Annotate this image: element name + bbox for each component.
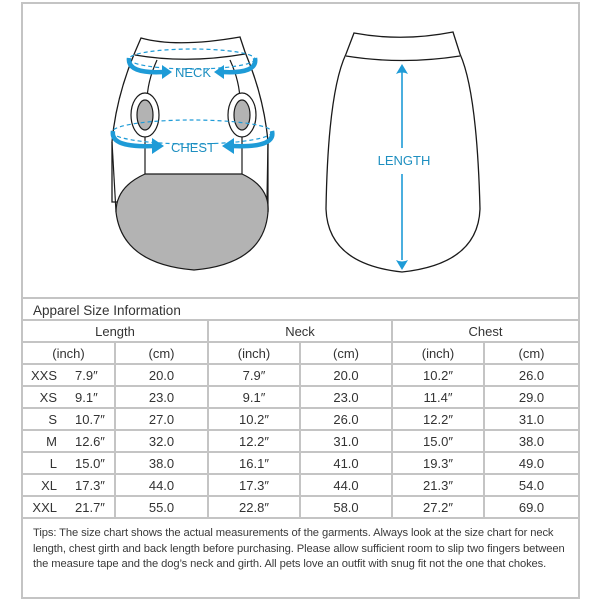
neck-inch-cell: 10.2″ [239,412,269,427]
size-label: XS [39,390,57,405]
chest-cm-cell: 69.0 [518,500,545,515]
tips-text: Tips: The size chart shows the actual measurements of the garments. Always look at the size chart for neck length, chest girth and back length before purchasing. Please allow sufficient room to slip two fingers between the measure tape and the dog’s neck and girth. All pets love an outfit with snug fit not the one that chokes. [33,527,565,570]
length-inch-cell: 15.0″ [75,456,105,471]
length-cm-cell: 55.0 [148,500,175,515]
length-cm-cell: 38.0 [148,456,175,471]
chest-cm-cell: 38.0 [518,434,545,449]
length-inch-cell: 7.9″ [75,368,98,383]
size-label: XXS [30,368,57,383]
garment-illustrations [23,4,578,297]
group-header-length: Length [95,324,135,339]
length-inch-cell: 12.6″ [75,434,105,449]
neck-inch-cell: 12.2″ [239,434,269,449]
neck-inch-cell: 17.3″ [239,478,269,493]
group-header-neck: Neck [285,324,315,339]
neck-cm-cell: 31.0 [333,434,359,449]
length-inch-cell: 17.3″ [75,478,105,493]
neck-inch-cell: 7.9″ [242,368,266,383]
unit-header: (cm) [518,346,545,361]
size-label: S [48,412,57,427]
chest-inch-cell: 19.3″ [423,456,453,471]
unit-header: (cm) [148,346,175,361]
chest-inch-cell: 15.0″ [423,434,453,449]
neck-cm-cell: 44.0 [333,478,359,493]
front-view-garment [112,37,272,270]
size-label: XXL [32,500,57,515]
size-label: M [46,434,57,449]
neck-cm-cell: 41.0 [333,456,359,471]
neck-cm-cell: 58.0 [333,500,359,515]
neck-label: NECK [174,65,212,80]
neck-cm-cell: 23.0 [333,390,359,405]
chest-cm-cell: 26.0 [518,368,545,383]
chest-inch-cell: 11.4″ [423,390,453,405]
length-cm-cell: 32.0 [148,434,175,449]
length-inch-cell: 9.1″ [75,390,98,405]
chest-cm-cell: 31.0 [518,412,545,427]
table-title: Apparel Size Information [33,303,181,318]
chest-inch-cell: 12.2″ [423,412,453,427]
back-view-garment [326,32,480,272]
length-cm-cell: 44.0 [148,478,175,493]
chest-cm-cell: 54.0 [518,478,545,493]
unit-header: (inch) [52,346,85,361]
neck-inch-cell: 9.1″ [242,390,266,405]
size-label: L [49,456,57,471]
length-inch-cell: 10.7″ [75,412,105,427]
neck-cm-cell: 20.0 [333,368,359,383]
size-label: XL [41,478,57,493]
size-chart-frame [21,2,580,599]
neck-cm-cell: 26.0 [333,412,359,427]
chest-inch-cell: 10.2″ [423,368,453,383]
unit-header: (inch) [421,346,455,361]
length-cm-cell: 20.0 [148,368,175,383]
chest-label: CHEST [170,140,216,155]
neck-inch-cell: 22.8″ [239,500,269,515]
chest-cm-cell: 29.0 [518,390,545,405]
length-inch-cell: 21.7″ [75,500,105,515]
unit-header: (inch) [237,346,271,361]
unit-header: (cm) [333,346,359,361]
length-cm-cell: 27.0 [148,412,175,427]
chest-inch-cell: 21.3″ [423,478,453,493]
length-cm-cell: 23.0 [148,390,175,405]
length-label: LENGTH [377,153,431,168]
chest-inch-cell: 27.2″ [423,500,453,515]
chest-cm-cell: 49.0 [518,456,545,471]
neck-inch-cell: 16.1″ [239,456,269,471]
group-header-chest: Chest [468,324,503,339]
